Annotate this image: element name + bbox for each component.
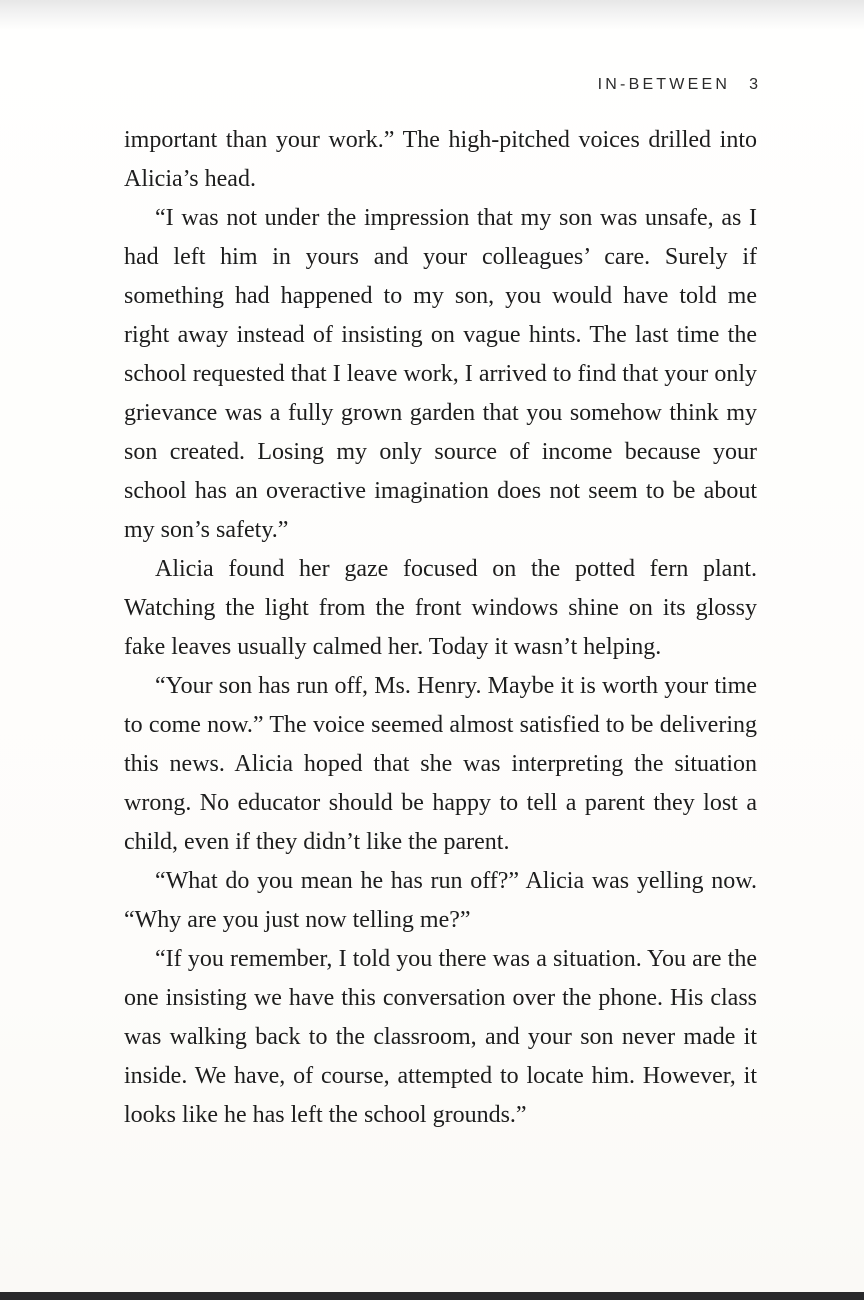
paragraph: important than your work.” The high-pitched voices drilled into Alicia’s head. (124, 127, 757, 192)
page-number: 3 (749, 76, 758, 93)
paragraph: “Your son has run off, Ms. Henry. Maybe it is worth your time to come now.” The voice seemed almost satisfied to be delivering this news. Alicia hoped that she was interpreting the situation wrong. No educator should be happy to tell a parent they lost a child, even if they didn’t like the parent. (124, 673, 757, 855)
running-header (598, 74, 758, 96)
paragraph: Alicia found her gaze focused on the potted fern plant. Watching the light from the front windows shine on its glossy fake leaves usually calmed her. Today it wasn’t helping. (124, 556, 757, 660)
body-text (124, 121, 757, 1135)
bottom-bar (0, 1292, 864, 1300)
paragraph: “If you remember, I told you there was a situation. You are the one insisting we have this conversation over the phone. His class was walking back to the classroom, and your son never made it inside. We have, of course, attempted to locate him. However, it looks like he has left the school grounds.” (124, 946, 757, 1128)
page-top-shadow (0, 0, 864, 30)
paragraph: “What do you mean he has run off?” Alicia was yelling now. “Why are you just now telling me?” (124, 868, 757, 933)
paragraph: “I was not under the impression that my son was unsafe, as I had left him in yours and your colleagues’ care. Surely if something had happened to my son, you would have told me right away instead of insisting on vague hints. The last time the school requested that I leave work, I arrived to find that your only grievance was a fully grown garden that you somehow think my son created. Losing my only source of income because your school has an overactive imagination does not seem to be about my son’s safety.” (124, 205, 757, 543)
running-title: IN-BETWEEN (597, 76, 731, 93)
